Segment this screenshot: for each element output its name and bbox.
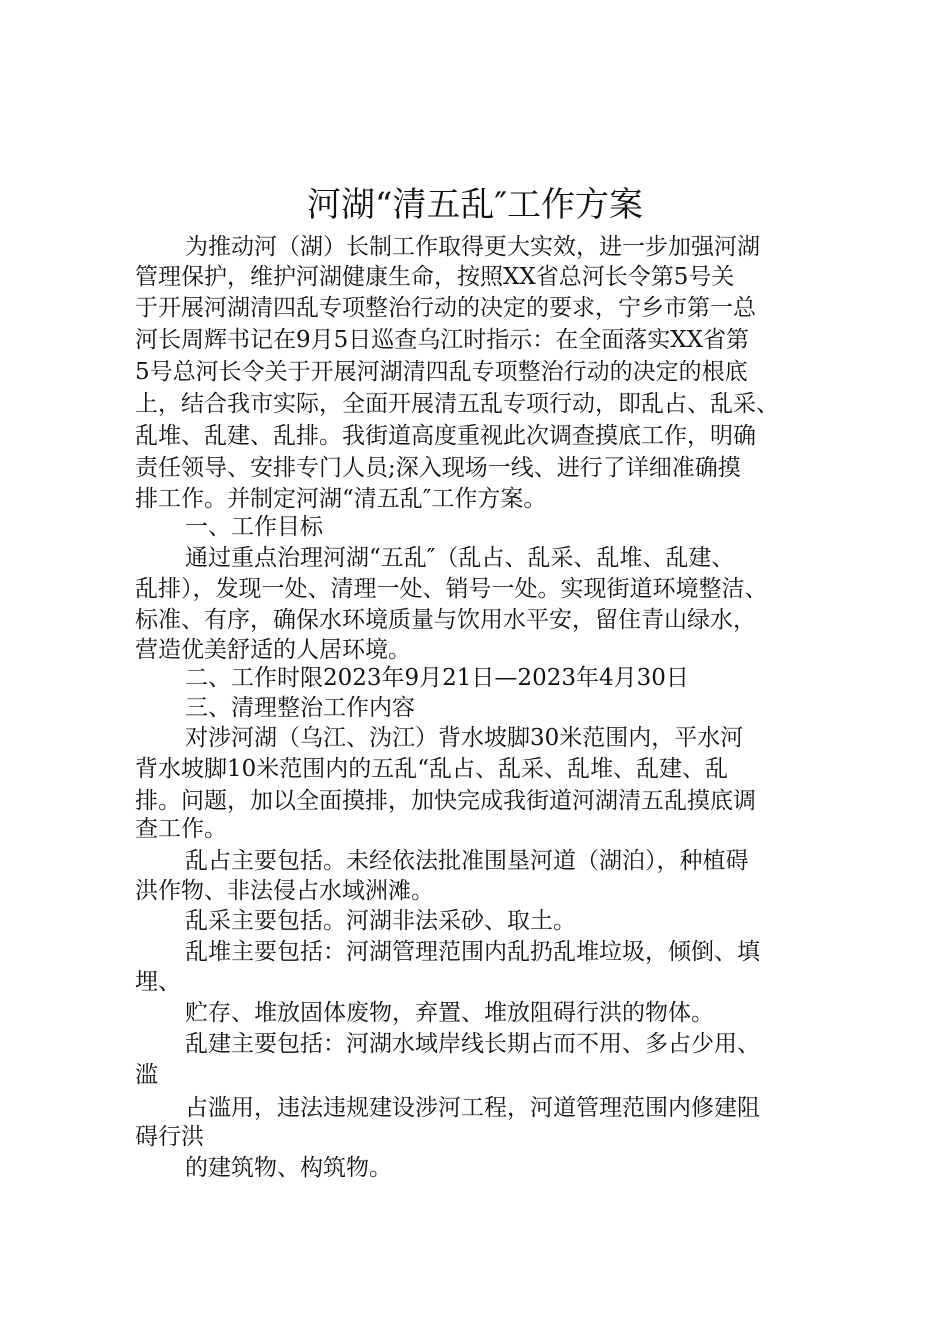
paragraph-line: 责任领导、安排专门人员;深入现场一线、进行了详细准确摸 xyxy=(135,455,741,481)
section-heading: 二、工作时限2023年9月21日—2023年4月30日 xyxy=(185,665,689,691)
paragraph-line: 贮存、堆放固体废物，弃置、堆放阻碍行洪的物体。 xyxy=(185,1000,714,1026)
paragraph-line: 管理保护，维护河湖健康生命，按照XX省总河长令第5号关 xyxy=(135,264,735,290)
paragraph-line: 乱堆、乱建、乱排。我街道高度重视此次调查摸底工作，明确 xyxy=(135,423,756,449)
paragraph-line: 营造优美舒适的人居环境。 xyxy=(135,637,411,663)
paragraph-line: 占滥用，违法违规建设涉河工程，河道管理范围内修建阻 xyxy=(185,1095,760,1121)
paragraph-line: 碍行洪 xyxy=(135,1124,204,1150)
paragraph-line: 乱堆主要包括：河湖管理范围内乱扔乱堆垃圾，倾倒、填 xyxy=(185,939,760,965)
paragraph-line: 对涉河湖（乌江、沩江）背水坡脚30米范围内，平水河 xyxy=(185,725,744,751)
paragraph-line: 乱排），发现一处、清理一处、销号一处。实现街道环境整洁、 xyxy=(135,576,768,602)
document-title: 河湖“清五乱″工作方案 xyxy=(306,185,644,225)
paragraph-line: 乱建主要包括：河湖水域岸线长期占而不用、多占少用、 xyxy=(185,1031,760,1057)
paragraph-line: 乱占主要包括。未经依法批准围垦河道（湖泊），种植碍 xyxy=(185,848,749,874)
paragraph-line: 排。问题，加以全面摸排，加快完成我街道河湖清五乱摸底调 xyxy=(135,788,756,814)
paragraph-line: 乱采主要包括。河湖非法采砂、取土。 xyxy=(185,908,576,934)
paragraph-line: 上，结合我市实际，全面开展清五乱专项行动，即乱占、乱采、 xyxy=(135,391,779,417)
paragraph-line: 通过重点治理河湖“五乱″（乱占、乱采、乱堆、乱建、 xyxy=(185,545,735,571)
paragraph-line: 埋、 xyxy=(135,969,181,995)
section-heading: 三、清理整治工作内容 xyxy=(185,695,415,721)
paragraph-line: 标准、有序，确保水环境质量与饮用水平安，留住青山绿水， xyxy=(135,607,756,633)
paragraph-line: 查工作。 xyxy=(135,816,227,842)
paragraph-line: 于开展河湖清四乱专项整治行动的决定的要求，宁乡市第一总 xyxy=(135,295,756,321)
section-heading: 一、工作目标 xyxy=(185,514,323,540)
paragraph-line: 为推动河（湖）长制工作取得更大实效，进一步加强河湖 xyxy=(185,234,760,260)
paragraph-line: 洪作物、非法侵占水域洲滩。 xyxy=(135,878,434,904)
paragraph-line: 河长周辉书记在9月5日巡查乌江时指示：在全面落实XX省第 xyxy=(135,327,750,353)
paragraph-line: 背水坡脚10米范围内的五乱“乱占、乱采、乱堆、乱建、乱 xyxy=(135,756,729,782)
paragraph-line: 排工作。并制定河湖“清五乱″工作方案。 xyxy=(135,486,547,512)
paragraph-line: 的建筑物、构筑物。 xyxy=(185,1155,392,1181)
paragraph-line: 滥 xyxy=(135,1062,158,1088)
paragraph-line: 5号总河长令关于开展河湖清四乱专项整治行动的决定的根底 xyxy=(135,359,748,385)
